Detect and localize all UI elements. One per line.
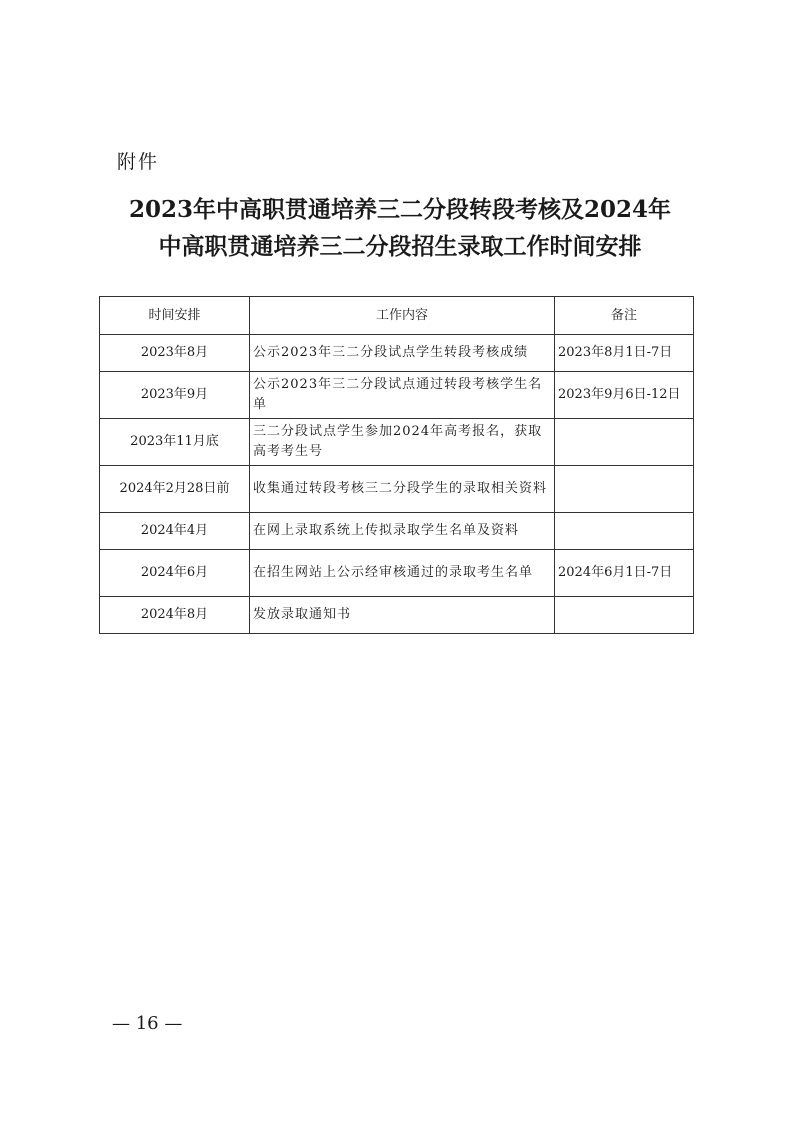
cell-note: 2023年9月6日-12日	[555, 372, 694, 419]
cell-note	[555, 597, 694, 634]
document-title-line-2: 中高职贯通培养三二分段招生录取工作时间安排	[158, 233, 642, 260]
header-time: 时间安排	[100, 297, 250, 335]
cell-content: 公示2023年三二分段试点学生转段考核成绩	[250, 335, 555, 372]
cell-time: 2024年8月	[100, 597, 250, 634]
cell-content: 在招生网站上公示经审核通过的录取考生名单	[250, 550, 555, 597]
cell-note: 2024年6月1日-7日	[555, 550, 694, 597]
header-content: 工作内容	[250, 297, 555, 335]
cell-time: 2023年9月	[100, 372, 250, 419]
cell-time: 2024年4月	[100, 513, 250, 550]
cell-note	[555, 419, 694, 466]
cell-time: 2023年11月底	[100, 419, 250, 466]
cell-content: 发放录取通知书	[250, 597, 555, 634]
document-title-line-1: 2023年中高职贯通培养三二分段转段考核及2024年	[128, 196, 672, 223]
cell-time: 2024年6月	[100, 550, 250, 597]
table-row	[100, 513, 694, 550]
attachment-label: 附件	[117, 151, 160, 173]
cell-content: 收集通过转段考核三二分段学生的录取相关资料	[250, 466, 555, 513]
table-header-row	[100, 297, 694, 335]
header-note: 备注	[555, 297, 694, 335]
table-row	[100, 335, 694, 372]
table-row	[100, 597, 694, 634]
table-row	[100, 550, 694, 597]
cell-content: 三二分段试点学生参加2024年高考报名，获取高考考生号	[250, 419, 555, 466]
cell-time: 2023年8月	[100, 335, 250, 372]
cell-content: 在网上录取系统上传拟录取学生名单及资料	[250, 513, 555, 550]
cell-content: 公示2023年三二分段试点通过转段考核学生名单	[250, 372, 555, 419]
cell-note	[555, 513, 694, 550]
cell-time: 2024年2月28日前	[100, 466, 250, 513]
table-row	[100, 466, 694, 513]
table-row	[100, 419, 694, 466]
page-number: — 16 —	[112, 1013, 183, 1034]
cell-note: 2023年8月1日-7日	[555, 335, 694, 372]
table-row	[100, 372, 694, 419]
cell-note	[555, 466, 694, 513]
schedule-table	[99, 296, 694, 634]
